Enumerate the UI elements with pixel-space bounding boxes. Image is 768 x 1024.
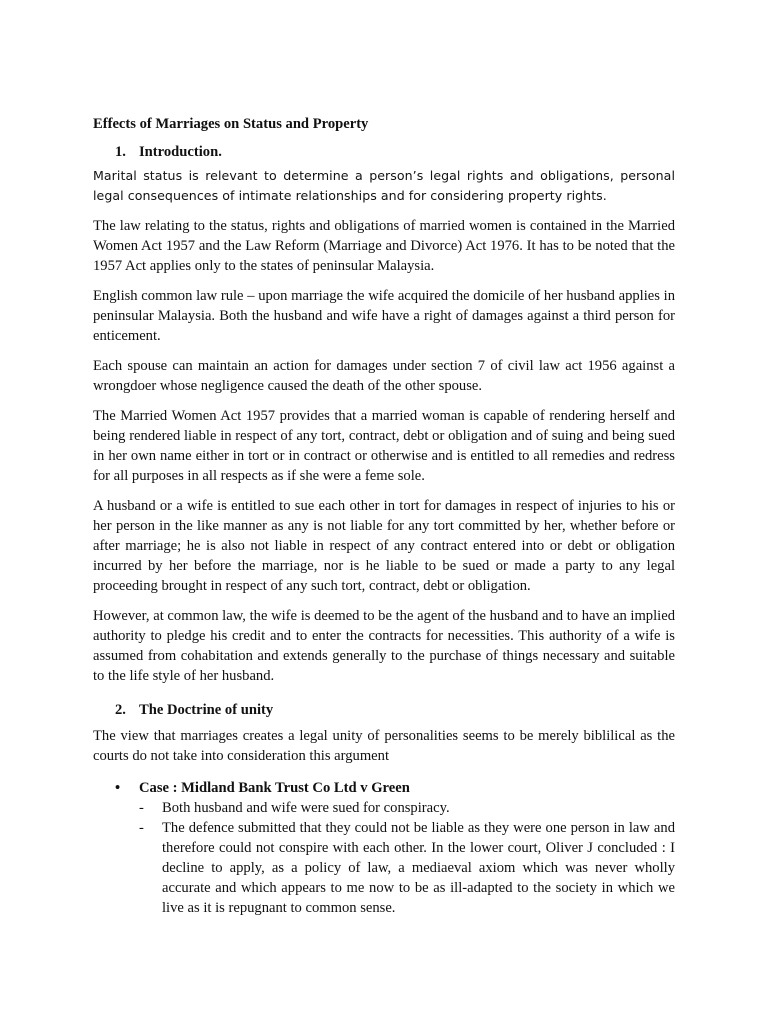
section-1-title: Introduction. (139, 144, 222, 160)
section-1-number: 1. (115, 144, 126, 160)
document-title: Effects of Marriages on Status and Property (93, 116, 369, 132)
case-point-text: Both husband and wife were sued for conspiracy. (162, 800, 450, 816)
paragraph: A husband or a wife is entitled to sue each other in tort for damages in respect of injuries to his or her person in the like manner as any is not liable for any tort committed by her, whether before or after marriage; he is also not liable in respect of any contract entered into or debt or obligation incurred by her before the marriage, nor is he liable to be sued or made a party to any legal proceeding brought in respect of any such tort, contract, debt or obligation. (93, 498, 675, 594)
section-2-number: 2. (115, 702, 126, 718)
paragraph: English common law rule – upon marriage the wife acquired the domicile of her husband applies in peninsular Malaysia. Both the husband and wife have a right of damages against a third person for enticement. (93, 288, 675, 344)
case-point (93, 798, 675, 818)
case-point-text: The defence submitted that they could not be liable as they were one person in law and therefore could not conspire with each other. In the lower court, Oliver J concluded : I decline to apply, as a policy of law, a mediaeval axiom which was never wholly accurate and which appears to me now to be as ill-adapted to the society in which we live as it is repugnant to common sense. (162, 820, 675, 916)
case-heading (93, 778, 675, 798)
paragraph: Each spouse can maintain an action for damages under section 7 of civil law act 1956 against a wrongdoer whose negligence caused the death of the other spouse. (93, 358, 675, 394)
section-2-heading (93, 700, 675, 720)
paragraph: However, at common law, the wife is deemed to be the agent of the husband and to have an implied authority to pledge his credit and to enter the contracts for necessities. This authority of a wife is assumed from cohabitation and extends generally to the purchase of things necessary and suitable to the life style of her husband. (93, 608, 675, 684)
paragraph: The Married Women Act 1957 provides that a married woman is capable of rendering herself and being rendered liable in respect of any tort, contract, debt or obligation and of suing and being sued in her own name either in tort or in contract or otherwise and is entitled to all remedies and redress for all purposes in all respects as if she were a feme sole. (93, 408, 675, 484)
document-body (93, 114, 675, 918)
dash-icon: - (139, 820, 144, 836)
dash-icon: - (139, 800, 144, 816)
case-title: Case : Midland Bank Trust Co Ltd v Green (139, 780, 410, 796)
case-point (93, 818, 675, 918)
paragraph: The view that marriages creates a legal unity of personalities seems to be merely biblilical as the courts do not take into consideration this argument (93, 728, 675, 764)
paragraph: Marital status is relevant to determine a person’s legal rights and obligations, personal legal consequences of intimate relationships and for considering property rights. (93, 168, 675, 203)
paragraph: The law relating to the status, rights and obligations of married women is contained in the Married Women Act 1957 and the Law Reform (Marriage and Divorce) Act 1976. It has to be noted that the 1957 Act applies only to the states of peninsular Malaysia. (93, 218, 675, 274)
section-2-title: The Doctrine of unity (139, 702, 274, 718)
bullet-icon: • (115, 780, 121, 796)
section-1-heading (93, 142, 675, 162)
